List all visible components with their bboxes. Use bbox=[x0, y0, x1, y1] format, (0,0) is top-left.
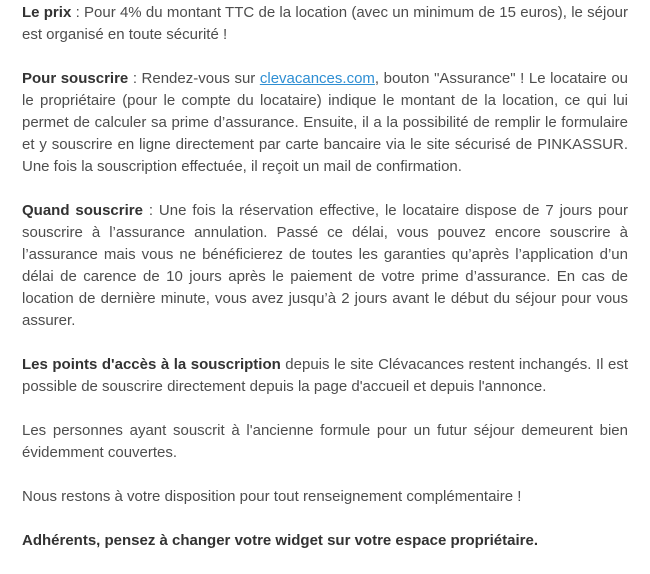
paragraph-disposition bbox=[22, 486, 628, 508]
paragraph-quand bbox=[22, 200, 628, 332]
paragraph-points bbox=[22, 354, 628, 398]
paragraph-personnes bbox=[22, 420, 628, 464]
prix-label: Le prix bbox=[22, 4, 72, 21]
paragraph-souscrire bbox=[22, 68, 628, 178]
clevacances-link[interactable]: clevacances.com bbox=[259, 70, 375, 87]
souscrire-text-after-link: , bouton "Assurance" ! Le locataire ou le propriétaire (pour le compte du locataire) indique le montant de la location, ce qui lui permet de calculer sa prime d’assurance. Ensuite, il a la possibilité de remplir le formulaire et y souscrire en ligne directement par carte bancaire via le site sécurisé de PINKASSUR. Une fois la souscription effectuée, il reçoit un mail de confirmation. bbox=[22, 70, 629, 175]
prix-text: : Pour 4% du montant TTC de la location (avec un minimum de 15 euros), le séjour est organisé en toute sécurité ! bbox=[22, 4, 629, 43]
personnes-text: Les personnes ayant souscrit à l'ancienne formule pour un futur séjour demeurent bien évidemment couvertes. bbox=[22, 422, 628, 461]
points-label: Les points d'accès à la souscription bbox=[22, 356, 281, 373]
article-body bbox=[22, 2, 628, 574]
quand-text: : Une fois la réservation effective, le locataire dispose de 7 jours pour souscrire à l’assurance annulation. Passé ce délai, vous pouvez encore souscrire à l’assurance mais vous ne bénéficierez de toutes les garanties qu’après l’application d’un délai de carence de 10 jours après le paiement de votre prime d’assurance. En cas de location de dernière minute, vous avez jusqu’à 2 jours avant le début du séjour pour vous assurer. bbox=[22, 202, 629, 329]
points-text: depuis le site Clévacances restent inchangés. Il est possible de souscrire directement depuis la page d'accueil et depuis l'annonce. bbox=[22, 356, 629, 395]
adherents-text: Adhérents, pensez à changer votre widget sur votre espace propriétaire. bbox=[22, 532, 538, 549]
quand-label: Quand souscrire bbox=[22, 202, 143, 219]
souscrire-text-before-link: : Rendez-vous sur bbox=[128, 70, 260, 87]
paragraph-adherents bbox=[22, 530, 628, 552]
paragraph-prix bbox=[22, 2, 628, 46]
disposition-text: Nous restons à votre disposition pour tout renseignement complémentaire ! bbox=[22, 488, 522, 505]
souscrire-label: Pour souscrire bbox=[22, 70, 129, 87]
